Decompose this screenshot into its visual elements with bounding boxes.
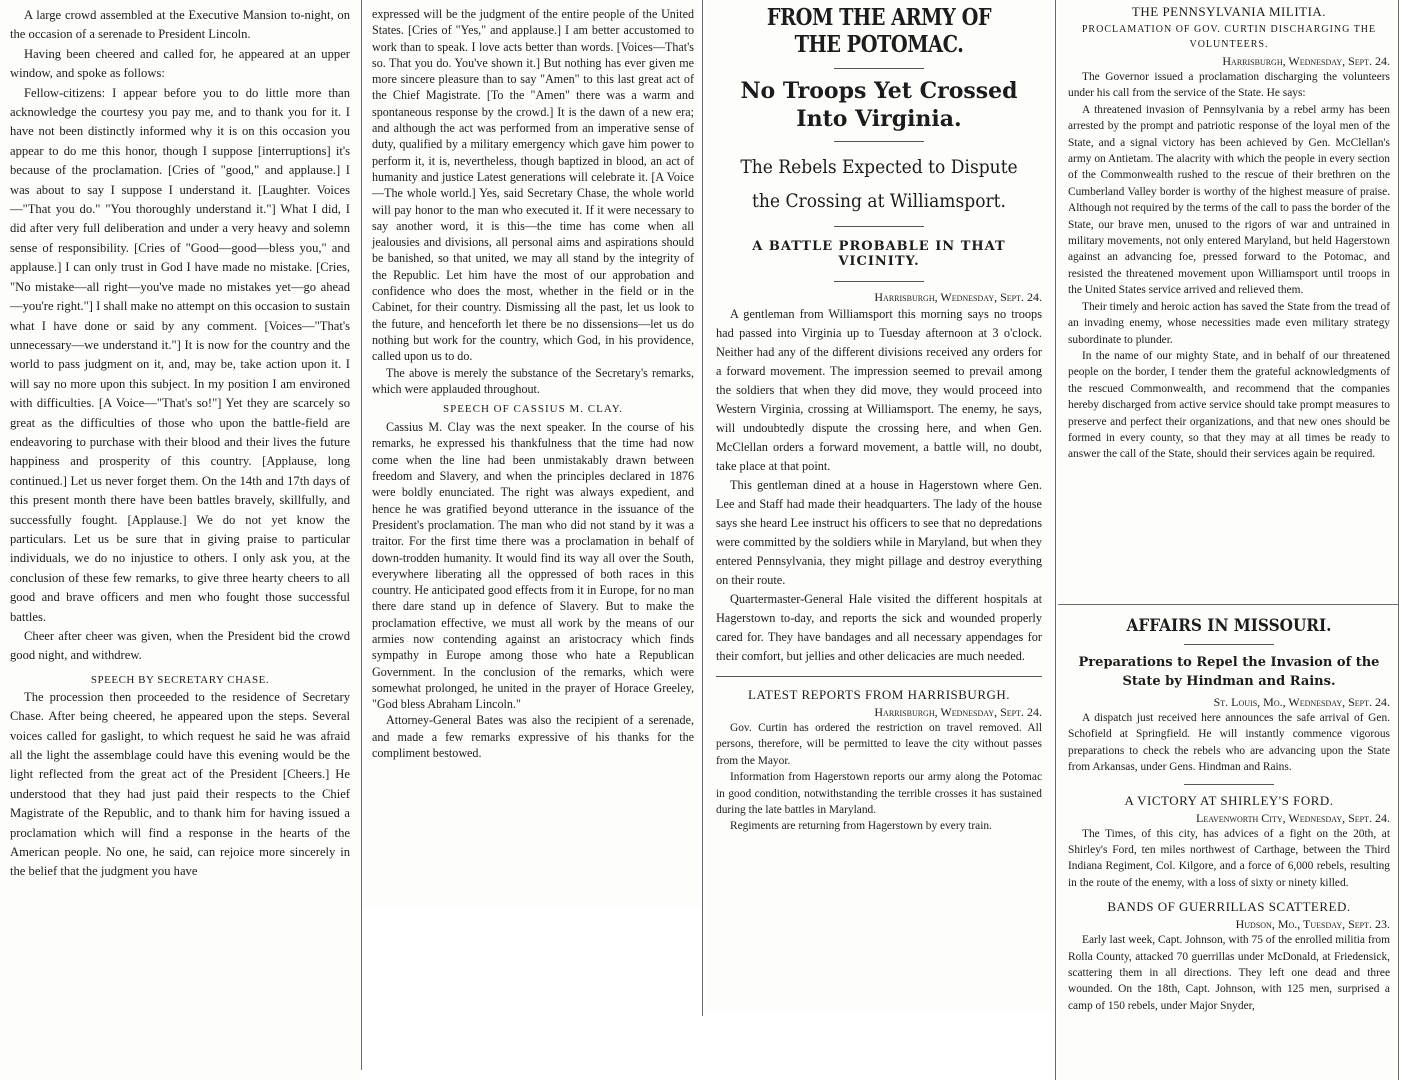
column-rule [702,0,703,1016]
dateline: St. Louis, Mo., Wednesday, Sept. 24. [1213,695,1390,709]
paragraph: Gov. Curtin has ordered the restriction on travel removed. All persons, therefore, will be permitted to leave the city without passes from the Mayor. [716,722,1042,767]
divider [834,226,924,227]
deck-headline: No Troops Yet Crossed Into Virginia. [740,78,1018,132]
deck-headline: Preparations to Repel the Invasion of the State by Hindman and Rains. [1078,655,1380,689]
divider [834,141,924,142]
subheading: PROCLAMATION OF GOV. CURTIN DISCHARGING THE VOLUNTEERS. [1081,24,1377,50]
paragraph: Regiments are returning from Hagerstown by every train. [730,820,992,833]
headline: THE PENNSYLVANIA MILITIA. [1131,4,1327,19]
paragraph: In the name of our mighty State, and in behalf of our threatened people on the border, I tender them the grateful acknowledgments of the rescued Commonwealth, and recommend that the companies hereby discharged from active service should take prompt measures to preserve and perfect their organizations, and that new ones should be formed in every county, so that they may at all times be ready to answer the call of the State, should their services again be required. [1068,349,1390,461]
article-column-1 [0,0,360,1080]
dateline: Harrisburgh, Wednesday, Sept. 24. [1222,54,1390,68]
paragraph: Having been cheered and called for, he appeared at an upper window, and spoke as follows: [10,46,350,81]
paragraph: expressed will be the judgment of the entire people of the United States. [Cries of "Yes," and applause.] I am better accustomed to work than to speak. I love acts better than words. [Voices—That's so. That you do. You've shown it.] But nothing has ever given me more sincere pleasure than to say "Amen" to this last great act of the Chief Magistrate. [To the "Amen" there was a warm and spontaneous response by the crowd.] It is the dawn of a new era; and although the act was performed from an imperative sense of duty, qualified by a military emergency which gave him power to perform it, it is, nevertheless, though baptized in blood, an act of humanity and justice Latest generations will celebrate it. [A Voice—The whole world.] Yes, said Secretary Chase, the whole world will pay honor to the man who executed it. If it were necessary to say another word, it is this—the time has come when all jealousies and divisions, all personal aims and aspirations should be banished, so that united, we may all stand by the integrity of the Republic. Let him have the most of our approbation and confidence who does the most, whether in the field or in the Cabinet, for their country. Dismissing all the past, let us look to the future, and henceforth let there be no dissensions—let us do nothing but work for the country, which God, in his providence, called upon us to do. [372,7,694,364]
section-heading: BANDS OF GUERRILLAS SCATTERED. [1107,899,1351,915]
divider [716,676,1042,677]
paragraph: The Times, of this city, has advices of a fight on the 20th, at Shirley's Ford, ten miles northwest of Carthage, between the Third Indiana Regiment, Col. Kilgore, and a force of 6,000 rebels, resulting in the route of the enemy, with a loss of sixty or ninety killed. [1068,827,1390,889]
paragraph: Attorney-General Bates was also the recipient of a serenade, and made a few remarks expressive of his thanks for the compliment bestowed. [372,713,694,761]
divider [1184,644,1274,645]
paragraph: Their timely and heroic action has saved the State from the tread of an invading enemy, whose necessities made even military strategy subordinate to plunder. [1068,300,1390,346]
dateline: Harrisburgh, Wednesday, Sept. 24. [874,290,1042,304]
deck-headline: A BATTLE PROBABLE IN THAT VICINITY. [752,239,1006,269]
dateline: Leavenworth City, Wednesday, Sept. 24. [1196,810,1390,825]
article-column-4-bottom [1058,606,1398,1080]
paragraph: A large crowd assembled at the Executive Mansion to-night, on the occasion of a serenade to President Lincoln. [10,8,350,42]
deck-headline: The Rebels Expected to Dispute the Crossing at Williamsport. [740,156,1018,212]
column-rule [1398,0,1399,1080]
paragraph: Cheer after cheer was given, when the President bid the crowd good night, and withdrew. [10,629,350,663]
headline: AFFAIRS IN MISSOURI. [1126,616,1332,636]
paragraph: Cassius M. Clay was the next speaker. In the course of his remarks, he expressed his thankfulness that the time had now come when the line had been unmistakably drawn between freedom and Slavery, and when the principles declared in 1876 were boldly enunciated. The right was always expedient, and hence he was gratified beyond utterance in the issuance of the President's proclamation. The man who did not stand by it was a traitor. For the first time there was a proclamation in behalf of down-trodden humanity. It would find its way all over the South, everywhere liberating all the oppressed of both races in this country. He anticipated good effects from it in Europe, for no man there dare stand up in defence of Slavery. But to make the proclamation effective, we must all work by the means of our armies now contending against an aristocracy which finds sympathy in Europe among those who hate a Republican Government. In the conclusion of the remarks, which were somewhat prolonged, he united in the prayer of Horace Greeley, "God bless Abraham Lincoln." [372,420,694,712]
paragraph: Quartermaster-General Hale visited the different hospitals at Hagerstown to-day, and reports the sick and wounded properly cared for. They have bandages and all necessary appendages for their comfort, but jellies and other delicacies are much needed. [716,592,1042,663]
column-rule [1055,0,1056,1080]
dateline: Harrisburgh, Wednesday, Sept. 24. [874,705,1042,719]
paragraph: Information from Hagerstown reports our army along the Potomac in good condition, notwithstanding the terrible crosses it has sustained during the late battles in Maryland. [716,771,1042,817]
paragraph: Fellow-citizens: I appear before you to do little more than acknowledge the courtesy you pay me, and to thank you for it. I have not been distinctly informed why it is on this occasion you appear to do me this honor, though I suppose [interruptions] it's because of the proclamation. [Cries of "good," and applause.] I was about to say I suppose I understand it. [Laughter. Voices—"That you do." "You thoroughly understand it."] What I did, I did after very full deliberation and under a very heavy and solemn sense of responsibility. [Cries of "Good—good—bless you," and applause.] I can only trust in God I have made no mistake. [Cries, "No mistake—all right—you've made no mistakes yet—go ahead—you're right."] I shall make no attempt on this occasion to sustain what I have done or said by any comment. [Voices—"That's unnecessary—we understand it."] It is now for the country and the world to pass judgment on it, and, may be, take action upon it. I will say no more upon this subject. In my position I am environed with difficulties. [A Voice—"That's so!"] Yet they are scarcely so great as the difficulties of those who upon the battle-field are endeavoring to purchase with their blood and their lives the future happiness and prosperity of this country. [Applause, long continued.] Let us never forget them. On the 14th and 17th days of this present month there have been battles bravely, skillfully, and successfully fought. [Applause.] We do not yet know the particulars. Let us be sure that in giving praise to particular individuals, we do no injustice to others. I only ask you, at the conclusion of these few remarks, to give three hearty cheers to all good and brave officers and men who fought those successful battles. [10,85,350,624]
paragraph: The Governor issued a proclamation discharging the volunteers under his call from the service of the State. He says: [1068,71,1390,100]
section-heading: SPEECH OF CASSIUS M. CLAY. [442,403,624,416]
article-column-2 [364,0,700,908]
divider [834,281,924,282]
paragraph: A threatened invasion of Pennsylvania by a rebel army has been arrested by the prompt and patriotic response of the loyal men of the State, and a signal victory has been achieved by Gen. McClellan's army on Antietam. The alacrity with which the people in every section of the Commonwealth rushed to the rescue of their brethren on the Cumberland Valley border is worthy of the highest measure of praise. Although not required by the terms of the call to pass the border of the State, our brave men, unused to the rigors of war and untrained in military movements, not only entered Maryland, but held Hagerstown against an advancing foe, pressed forward to the Potomac, and resisted the threatened movement upon Williamsport until troops in the United States service arrived and relieved them. [1068,103,1390,297]
section-rule [1058,604,1398,605]
paragraph: A gentleman from Williamsport this morning says no troops had passed into Virginia up to Tuesday afternoon at 3 o'clock. Neither had any of the different divisions received any orders for a forward movement. The impression seemed to prevail among the soldiers that when they did move, they would proceed into Western Virginia, crossing at Williamsport. The enemy, he says, will undoubtedly dispute the crossing here, and when Gen. McClellan orders a forward movement, a battle will, no doubt, take place at that point. [716,307,1042,473]
section-heading: A VICTORY AT SHIRLEY'S FORD. [1124,792,1334,808]
section-heading: SPEECH BY SECRETARY CHASE. [90,673,270,686]
paragraph: This gentleman dined at a house in Hagerstown where Gen. Lee and Staff had made their headquarters. The lady of the house says she heard Lee instruct his officers to see that no depredations were committed by the soldiers while in Maryland, but when they entered Pennsylvania, they might pillage and destroy everything on their route. [716,478,1042,587]
paragraph: The above is merely the substance of the Secretary's remarks, which were applauded throughout. [372,365,694,396]
paragraph: The procession then proceeded to the residence of Secretary Chase. After being cheered, he appeared upon the steps. Several voices called for gaslight, to which request he said he was afraid all the light the assemblage could have this evening would be the light reflected from the great act of the President [Cheers.] He understood that they had just paid their respects to the Chief Magistrate of the Republic, and to thank him for having issued a proclamation which will find a response in the hearts of the American people. No one, he said, can rejoice more sincerely in the belief that the judgment you have [10,689,350,879]
paragraph: Early last week, Capt. Johnson, with 75 of the enrolled militia from Rolla County, attacked 70 guerrillas under McDonald, at Friedensick, scattering them in all directions. They left one dead and three wounded. On the 18th, Capt. Johnson, with 125 men, surprised a camp of 150 rebels, under Major Snyder, [1068,934,1390,1012]
divider [1184,784,1274,785]
article-column-3 [706,0,1052,1012]
column-rule [361,0,362,1070]
dateline: Hudson, Mo., Tuesday, Sept. 23. [1235,917,1390,932]
divider [834,68,924,69]
article-column-4-top [1058,0,1398,604]
headline: FROM THE ARMY OF THE POTOMAC. [766,4,992,58]
paragraph: A dispatch just received here announces the safe arrival of Gen. Schofield at Springfield. He will instantly commence vigorous preparations to check the rebels who are advancing upon the State from Arkansas, under Gens. Hindman and Rains. [1068,712,1390,774]
section-heading: LATEST REPORTS FROM HARRISBURGH. [747,687,1011,702]
